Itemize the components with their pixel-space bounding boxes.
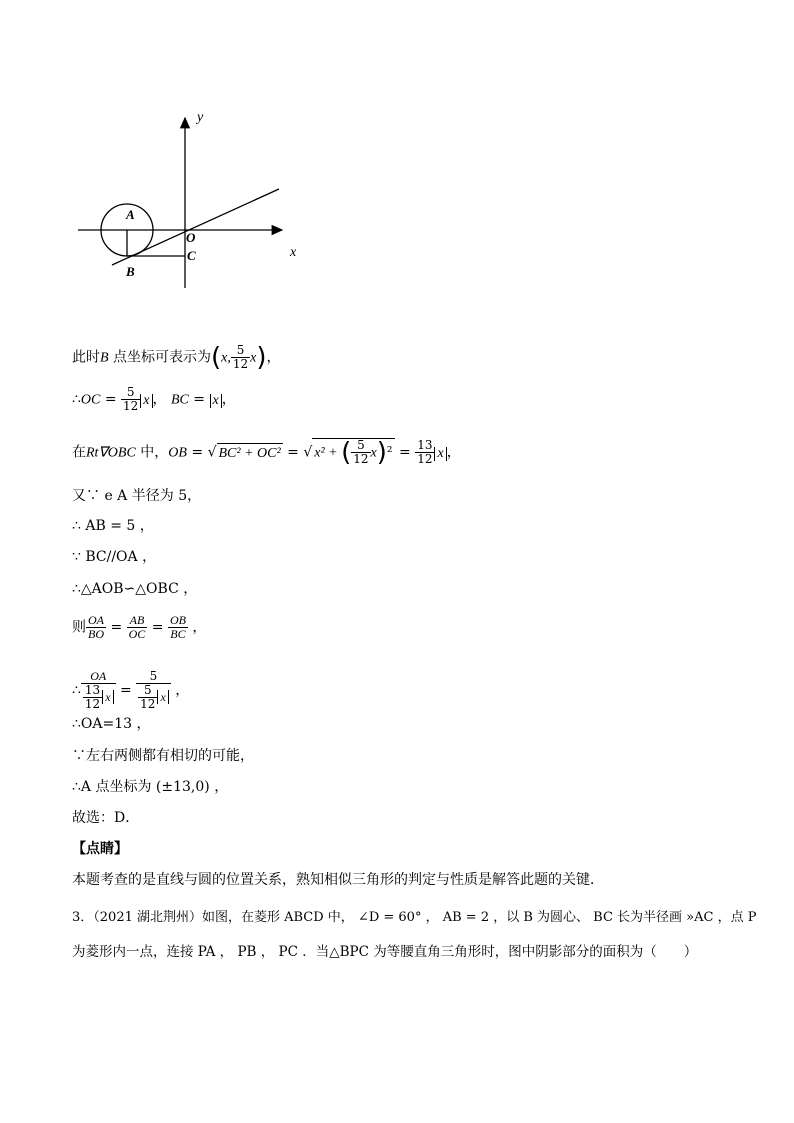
line-16: 3．（2021 湖北荆州）如图，在菱形 ABCD 中， ∠D = 60° ， AB = 2 ，以 B 为圆心、 BC 长为半径画 »AC ，点 P — [72, 910, 757, 925]
line-12: ∴A 点坐标为 (±13,0) ， — [72, 779, 229, 795]
line-14: 【点睛】 — [72, 841, 128, 857]
coordinate-figure — [0, 0, 794, 320]
label-c: C — [187, 248, 196, 263]
line-4: 又∵ e A 半径为 5， — [72, 488, 202, 504]
label-a: A — [126, 207, 135, 222]
line-17: 为菱形内一点，连接 PA ， PB ， PC ．当△BPC 为等腰直角三角形时，图中阴影部分的面积为（ ） — [72, 944, 698, 960]
label-x: x — [290, 245, 297, 260]
line-10: ∴OA=13 ， — [72, 716, 151, 732]
line-6: ∵ BC//OA ， — [72, 549, 157, 565]
line-8: 则 $\frac{OA}{BO}$ = $\frac{AB}{OC}$ = $\frac{OB}{BC}$ ， — [72, 613, 207, 641]
label-o: O — [186, 230, 196, 245]
line-15: 本题考查的是直线与圆的位置关系，熟知相似三角形的判定与性质是解答此题的关键． — [72, 872, 604, 888]
line-13: 故选：D． — [72, 810, 140, 826]
line-3: 在Rt∇OBC 中，OB = √ BC² + OC² = √ x² + ( $\frac{5}{12}$ x)² = $\frac{13}{12}$ x ， — [72, 437, 461, 468]
label-y: y — [197, 110, 204, 125]
line-2: ∴OC = $\frac{5}{12}$ x ， BC = x ， — [72, 385, 236, 413]
line-1: 此时B 点坐标可表示为(x, $\frac{5}{12}$ x)， — [72, 342, 281, 373]
label-b: B — [126, 264, 135, 279]
line-5: ∴ AB = 5 ， — [72, 518, 154, 534]
line-7: ∴△AOB∽△OBC ， — [72, 581, 198, 597]
line-11: ∵左右两侧都有相切的可能， — [72, 748, 254, 764]
line-9: ∴ OA $\frac{13}{12}$ x = 5 $\frac{5}{12}$ x ， — [72, 669, 190, 711]
